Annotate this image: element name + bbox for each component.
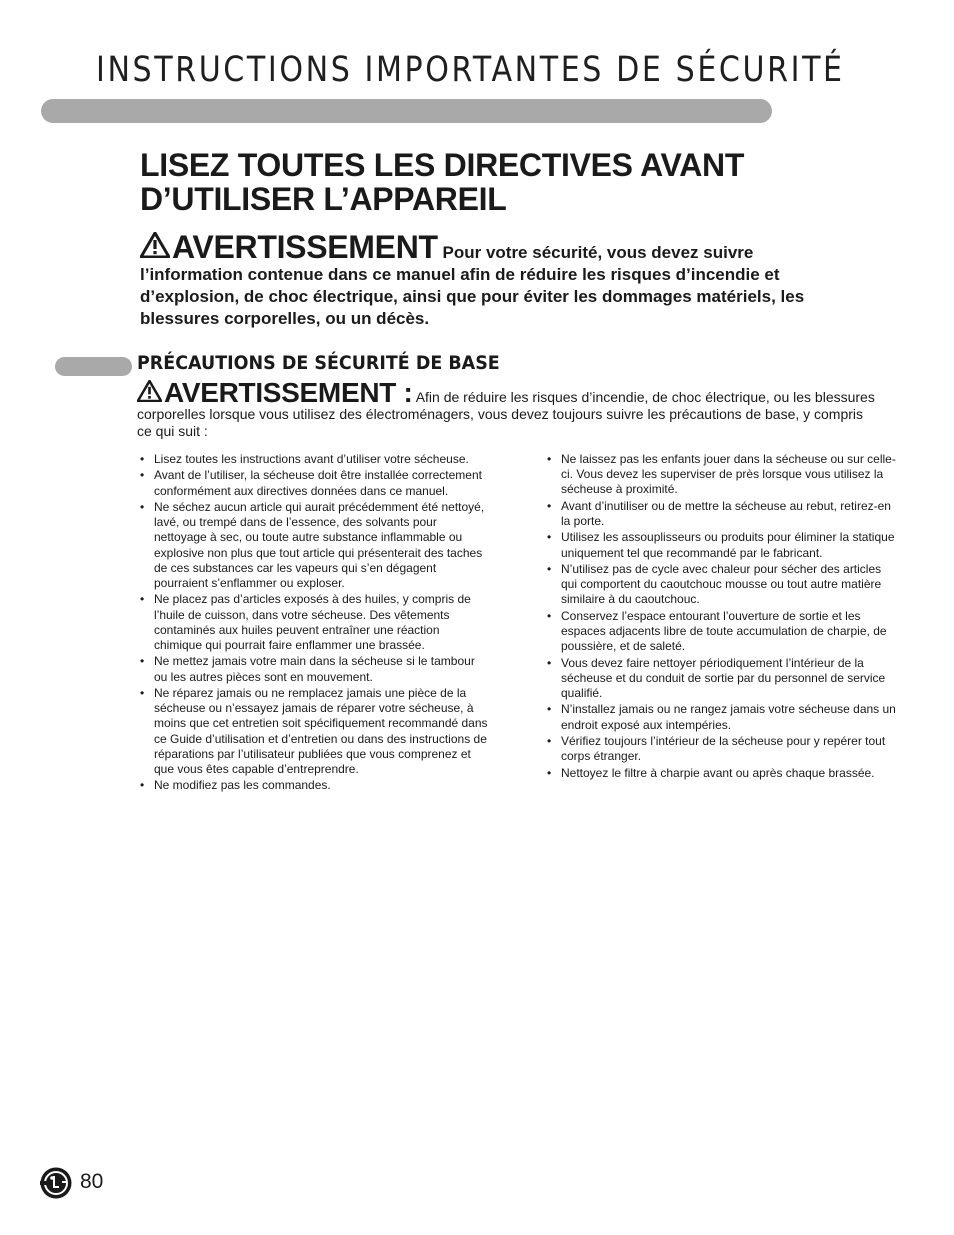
list-item: • Avant de l’utiliser, la sécheuse doit être installée correctement conformément aux directives données dans ce manuel. [140, 468, 490, 498]
list-item: • Avant d’inutiliser ou de mettre la sécheuse au rebut, retirez-en la porte. [547, 499, 897, 529]
list-item: • Nettoyez le filtre à charpie avant ou après chaque brassée. [547, 766, 897, 781]
list-item: • Ne placez pas d’articles exposés à des huiles, y compris de l’huile de cuisson, dans votre sécheuse. Des vêtements contaminés aux huiles peuvent entraîner une réaction chimique qui pourrait faire enflammer une brassée. [140, 592, 490, 653]
list-item: • Ne réparez jamais ou ne remplacez jamais une pièce de la sécheuse ou n’essayez jamais de réparer votre sécheuse, à moins que cet entretien soit spécifiquement recommandé dans ce Guide d’utilisation et d’entretien ou dans des instructions de réparations par l’utilisateur publiées que vous comprenez et que vous êtes capable d’entreprendre. [140, 686, 490, 777]
main-title-line-1: LISEZ TOUTES LES DIRECTIVES AVANT [140, 147, 745, 183]
list-item: • Ne séchez aucun article qui aurait précédemment été nettoyé, lavé, ou trempé dans de l’essence, des solvants pour nettoyage à sec, ou toute autre substance inflammable ou explosive non plus que tout article qui présenterait des taches de ces substances car les vapeurs qui s’en dégagent pourraient s’enflammer ou exploser. [140, 500, 490, 591]
warning-main-block [140, 229, 860, 330]
list-item: • Ne mettez jamais votre main dans la sécheuse si le tambour ou les autres pièces sont en mouvement. [140, 654, 490, 684]
list-item: • Vérifiez toujours l’intérieur de la sécheuse pour y repérer tout corps étranger. [547, 734, 897, 764]
warning-section-label: AVERTISSEMENT : [164, 377, 413, 408]
main-title-line-2: D’UTILISER L’APPAREIL [140, 181, 507, 217]
main-title [140, 148, 744, 216]
page-header-title: INSTRUCTIONS IMPORTANTES DE SÉCURITÉ [96, 50, 845, 90]
warning-triangle-icon [137, 380, 162, 406]
lg-logo-icon [40, 1167, 72, 1199]
warning-section-text: Afin de réduire les risques d’incendie, de choc électrique, ou les blessures corporelles lorsque vous utilisez des électroménagers, vous devez toujours suivre les précautions de base, y compris ce qui suit : [137, 389, 875, 439]
precautions-list-left [140, 452, 490, 795]
list-item: • N’utilisez pas de cycle avec chaleur pour sécher des articles qui comportent du caoutchouc mousse ou tout autre matière similaire à du caoutchouc. [547, 562, 897, 608]
precautions-list-right [547, 452, 897, 782]
header-divider-bar [41, 99, 772, 123]
list-item: • Vous devez faire nettoyer périodiquement l’intérieur de la sécheuse et du conduit de sortie par du personnel de service qualifié. [547, 656, 897, 702]
list-item: • Ne laissez pas les enfants jouer dans la sécheuse ou sur celle-ci. Vous devez les superviser de près lorsque vous utilisez la sécheuse à proximité. [547, 452, 897, 498]
list-item: • Utilisez les assouplisseurs ou produits pour éliminer la statique uniquement tel que recommandé par le fabricant. [547, 530, 897, 560]
list-item: • Ne modifiez pas les commandes. [140, 778, 490, 793]
warning-section-block [137, 377, 877, 440]
warning-triangle-icon [140, 232, 170, 264]
section-title: PRÉCAUTIONS DE SÉCURITÉ DE BASE [137, 352, 500, 374]
list-item: • Lisez toutes les instructions avant d’utiliser votre sécheuse. [140, 452, 490, 467]
list-item: • Conservez l’espace entourant l’ouverture de sortie et les espaces adjacents libre de toute accumulation de charpie, de poussière, et de saleté. [547, 609, 897, 655]
warning-main-label: AVERTISSEMENT [172, 229, 438, 265]
section-marker-pill [55, 357, 132, 376]
list-item: • N’installez jamais ou ne rangez jamais votre sécheuse dans un endroit exposé aux intempéries. [547, 702, 897, 732]
warning-main-text: Pour votre sécurité, vous devez suivre l’information contenue dans ce manuel afin de réduire les risques d’incendie et d’explosion, de choc électrique, ainsi que pour éviter les dommages matériels, les blessures corporelles, ou un décès. [140, 243, 805, 328]
page-number: 80 [80, 1170, 104, 1193]
